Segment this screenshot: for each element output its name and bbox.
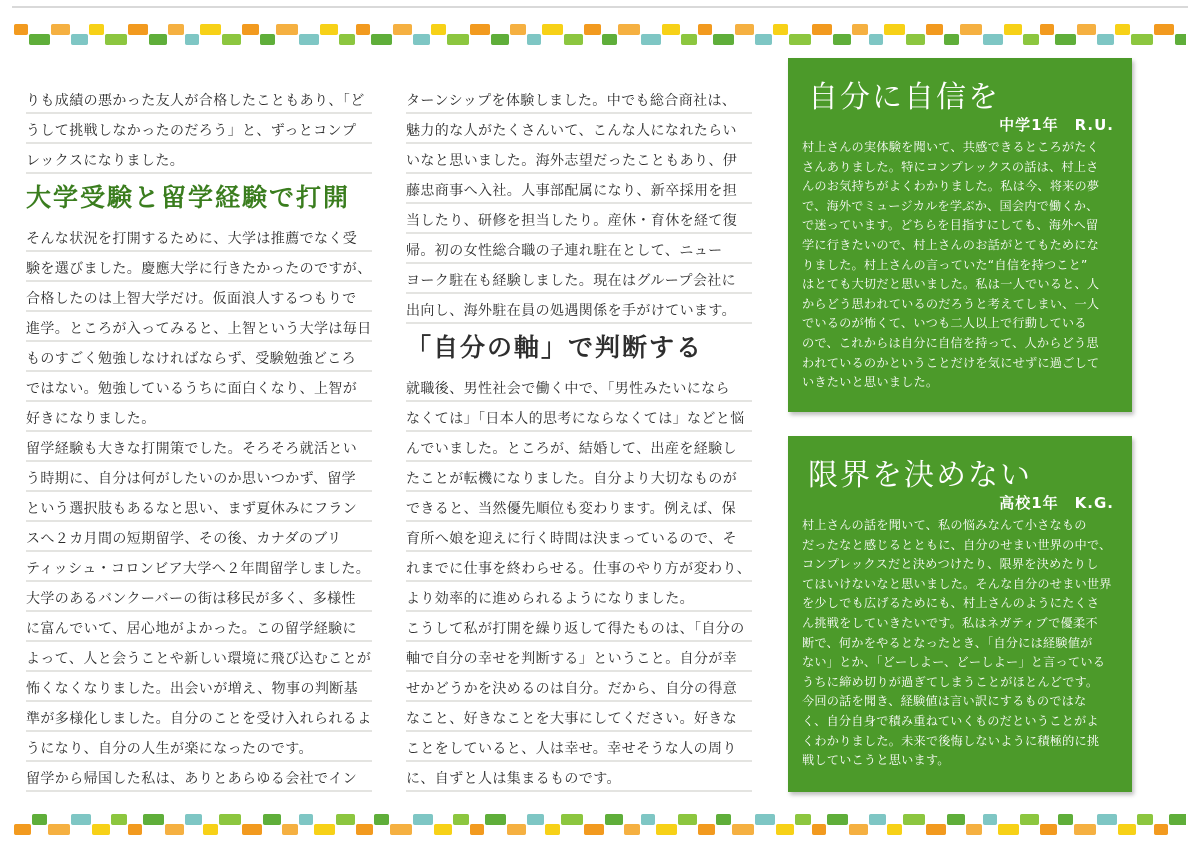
comment-line: ない」とか、「どーしよー、どーしよー」と言っている bbox=[802, 655, 1106, 670]
border-tile bbox=[447, 34, 469, 45]
border-tile bbox=[356, 824, 373, 835]
decorative-border-top bbox=[14, 22, 1186, 48]
border-tile bbox=[1115, 24, 1130, 35]
border-tile bbox=[849, 824, 868, 835]
border-tile bbox=[542, 24, 563, 35]
text-line: れまでに仕事を終わらせる。仕事のやり方が変わり、 bbox=[406, 556, 752, 582]
text-line: よって、人と会うことや新しい環境に飛び込むことが bbox=[26, 646, 372, 672]
border-tile bbox=[1131, 34, 1153, 45]
border-tile bbox=[776, 824, 794, 835]
student-comment-box-1 bbox=[788, 58, 1132, 412]
border-tile bbox=[678, 814, 697, 825]
text-line: 験を選びました。慶應大学に行きたかったのですが、 bbox=[26, 256, 372, 282]
border-tile bbox=[960, 24, 982, 35]
text-line: ターンシップを体験しました。中でも総合商社は、 bbox=[406, 88, 752, 114]
text-line: 留学経験も大きな打開策でした。そろそろ就活とい bbox=[26, 436, 372, 462]
comment-line: 断で、何かをやるとなったとき、「自分には経験値が bbox=[802, 635, 1093, 650]
text-line: 好きになりました。 bbox=[26, 406, 372, 432]
border-tile bbox=[1055, 34, 1076, 45]
comment-line: コンプレックスだと決めつけたり、限界を決めたりし bbox=[802, 557, 1099, 572]
border-tile bbox=[1137, 814, 1153, 825]
border-tile bbox=[869, 34, 883, 45]
border-tile bbox=[884, 24, 905, 35]
text-line: いなと思いました。海外志望だったこともあり、伊 bbox=[406, 148, 752, 174]
text-line: う時期に、自分は何がしたいのか思いつかず、留学 bbox=[26, 466, 372, 492]
border-tile bbox=[374, 814, 389, 825]
border-tile bbox=[203, 824, 218, 835]
border-tile bbox=[29, 34, 50, 45]
text-line: 準が多様化しました。自分のことを受け入れられるよ bbox=[26, 706, 372, 732]
student-comment-box-2 bbox=[788, 436, 1132, 792]
border-tile bbox=[165, 824, 184, 835]
border-tile bbox=[185, 34, 199, 45]
text-line: 怖くなくなりました。出会いが増え、物事の判断基 bbox=[26, 676, 372, 702]
border-tile bbox=[732, 824, 754, 835]
comment-line: ので、これからは自分に自信を持って、人からどう思 bbox=[802, 335, 1099, 350]
section-heading-breakthrough: 大学受験と留学経験で打開 bbox=[26, 183, 351, 212]
border-tile bbox=[789, 34, 811, 45]
text-line: うして挑戦しなかったのだろう」と、ずっとコンプ bbox=[26, 118, 372, 144]
border-tile bbox=[869, 814, 886, 825]
border-tile bbox=[431, 24, 446, 35]
border-tile bbox=[149, 34, 167, 45]
text-line: りも成績の悪かった友人が合格したこともあり、「ど bbox=[26, 88, 372, 114]
border-tile bbox=[51, 24, 70, 35]
comment-line: うちに締め切りが過ぎてしまうことがほとんどです。 bbox=[802, 674, 1099, 689]
border-tile bbox=[1154, 824, 1168, 835]
border-tile bbox=[32, 814, 47, 825]
text-line: 大学のあるバンクーバーの街は移民が多く、多様性 bbox=[26, 586, 372, 612]
comment-line: で迷っています。どちらを目指すにしても、海外へ留 bbox=[802, 218, 1099, 233]
border-tile bbox=[926, 824, 946, 835]
text-line: なこと、好きなことを大事にしてください。好きな bbox=[406, 706, 752, 732]
text-line: 進学。ところが入ってみると、上智という大学は毎日 bbox=[26, 316, 372, 342]
comment-line: 戦していこうと思います。 bbox=[802, 753, 950, 768]
border-tile bbox=[998, 824, 1019, 835]
comment-line: くわかりました。未来で後悔しないように積極的に挑 bbox=[802, 733, 1100, 748]
comment-line: 今回の話を聞き、経験値は言い訳にするものではな bbox=[802, 694, 1087, 709]
border-tile bbox=[470, 824, 484, 835]
border-tile bbox=[1040, 824, 1057, 835]
comment-author: 中学1年 R.U. bbox=[999, 116, 1114, 134]
comment-title: 自分に自信を bbox=[808, 80, 1000, 115]
border-tile bbox=[755, 34, 772, 45]
text-line: 帰。初の女性総合職の子連れ駐在として、ニュー bbox=[406, 238, 752, 264]
comment-author: 高校1年 K.G. bbox=[999, 494, 1114, 512]
comment-line: く、自分自身で積み重ねていくものだということがよ bbox=[802, 713, 1099, 728]
border-tile bbox=[983, 814, 997, 825]
comment-line: りました。村上さんの言っていた“自信を持つこと” bbox=[802, 257, 1088, 272]
text-line: ティッシュ・コロンビア大学へ２年間留学しました。 bbox=[26, 556, 372, 582]
border-tile bbox=[681, 34, 697, 45]
border-tile bbox=[716, 814, 731, 825]
border-tile bbox=[584, 824, 604, 835]
border-tile bbox=[1077, 24, 1096, 35]
border-tile bbox=[1020, 814, 1039, 825]
border-tile bbox=[1074, 824, 1096, 835]
text-line: 留学から帰国した私は、ありとあらゆる会社でイン bbox=[26, 766, 372, 792]
border-tile bbox=[105, 34, 127, 45]
border-tile bbox=[413, 814, 433, 825]
border-tile bbox=[1169, 814, 1186, 825]
border-tile bbox=[48, 824, 70, 835]
border-tile bbox=[143, 814, 164, 825]
border-tile bbox=[1023, 34, 1039, 45]
article-column-2 bbox=[406, 88, 752, 796]
border-tile bbox=[371, 34, 392, 45]
border-tile bbox=[887, 824, 902, 835]
border-tile bbox=[510, 24, 526, 35]
border-tile bbox=[470, 24, 490, 35]
article-column-1 bbox=[26, 88, 372, 796]
border-tile bbox=[812, 24, 832, 35]
text-line: せかどうかを決めるのは自分。だから、自分の得意 bbox=[406, 676, 752, 702]
text-line: 育所へ娘を迎えに行く時間は決まっているので、そ bbox=[406, 526, 752, 552]
border-tile bbox=[527, 814, 544, 825]
border-tile bbox=[713, 34, 734, 45]
border-tile bbox=[185, 814, 202, 825]
border-tile bbox=[1118, 824, 1136, 835]
border-tile bbox=[545, 824, 560, 835]
border-tile bbox=[602, 34, 617, 45]
border-tile bbox=[618, 24, 640, 35]
text-line: うになり、自分の人生が楽になったのです。 bbox=[26, 736, 372, 762]
border-tile bbox=[491, 34, 509, 45]
comment-line: で、海外でミュージカルを学ぶか、国会内で働くか、 bbox=[802, 198, 1099, 213]
comment-line: だったなと感じるとともに、自分のせまい世界の中で、 bbox=[802, 537, 1112, 552]
border-tile bbox=[641, 814, 655, 825]
comment-line: 学に行きたいので、村上さんのお話がとてもためにな bbox=[802, 237, 1100, 252]
comment-line: いきたいと思いました。 bbox=[802, 375, 939, 390]
border-tile bbox=[812, 824, 826, 835]
text-line: レックスになりました。 bbox=[26, 148, 372, 174]
comment-line: われているのかということだけを気にせずに過ごして bbox=[802, 355, 1100, 370]
top-rule bbox=[12, 6, 1188, 8]
border-tile bbox=[260, 34, 275, 45]
border-tile bbox=[282, 824, 298, 835]
comment-line: んのお気持ちがよくわかりました。私は今、将来の夢 bbox=[802, 179, 1100, 194]
border-tile bbox=[1058, 814, 1073, 825]
border-tile bbox=[662, 24, 680, 35]
border-tile bbox=[584, 24, 601, 35]
border-tile bbox=[527, 34, 541, 45]
border-tile bbox=[755, 814, 775, 825]
comment-body bbox=[802, 138, 1124, 393]
comment-line: でいるのが怖くて、いつも二人以上で行動している bbox=[802, 316, 1087, 331]
border-tile bbox=[222, 34, 241, 45]
border-tile bbox=[1097, 814, 1117, 825]
border-tile bbox=[89, 24, 104, 35]
border-tile bbox=[111, 814, 127, 825]
border-tile bbox=[413, 34, 430, 45]
border-tile bbox=[339, 34, 355, 45]
border-tile bbox=[605, 814, 623, 825]
border-tile bbox=[320, 24, 338, 35]
border-tile bbox=[641, 34, 661, 45]
comment-line: からどう思われているのだろうと考えてしまい、一人 bbox=[802, 296, 1100, 311]
comment-line: てはいけないなと思いました。そんな自分のせまい世界 bbox=[802, 576, 1112, 591]
border-tile bbox=[852, 24, 868, 35]
border-tile bbox=[906, 34, 925, 45]
border-tile bbox=[1154, 24, 1174, 35]
border-tile bbox=[71, 814, 91, 825]
border-tile bbox=[242, 24, 259, 35]
border-tile bbox=[564, 34, 583, 45]
border-tile bbox=[242, 824, 262, 835]
border-tile bbox=[276, 24, 298, 35]
text-line: たことが転機になりました。自分より大切なものが bbox=[406, 466, 752, 492]
text-line: ヨーク駐在も経験しました。現在はグループ会社に bbox=[406, 268, 752, 294]
border-tile bbox=[624, 824, 640, 835]
text-line: できると、当然優先順位も変わります。例えば、保 bbox=[406, 496, 752, 522]
border-tile bbox=[735, 24, 754, 35]
border-tile bbox=[200, 24, 221, 35]
text-line: に、自ずと人は集まるものです。 bbox=[406, 766, 752, 792]
text-line: 就職後、男性社会で働く中で、「男性みたいになら bbox=[406, 376, 752, 402]
border-tile bbox=[1175, 34, 1186, 45]
border-tile bbox=[795, 814, 811, 825]
comment-line: を少しでも広げるためにも、村上さんのようにたくさ bbox=[802, 596, 1100, 611]
text-line: なくては」「日本人的思考にならなくては」などと悩 bbox=[406, 406, 752, 432]
text-line: そんな状況を打開するために、大学は推薦でなく受 bbox=[26, 226, 372, 252]
border-tile bbox=[966, 824, 982, 835]
text-line: ではない。勉強しているうちに面白くなり、上智が bbox=[26, 376, 372, 402]
border-tile bbox=[14, 24, 28, 35]
border-tile bbox=[1040, 24, 1054, 35]
border-tile bbox=[983, 34, 1003, 45]
text-line: こうして私が打開を繰り返して得たものは、「自分の bbox=[406, 616, 752, 642]
border-tile bbox=[434, 824, 452, 835]
text-line: 出向し、海外駐在員の処遇関係を手がけています。 bbox=[406, 298, 752, 324]
section-heading-own-axis: 「自分の軸」で判断する bbox=[406, 333, 704, 362]
border-tile bbox=[698, 24, 712, 35]
border-tile bbox=[128, 24, 148, 35]
border-tile bbox=[833, 34, 851, 45]
text-line: んでいました。ところが、結婚して、出産を経験し bbox=[406, 436, 752, 462]
border-tile bbox=[453, 814, 469, 825]
comment-line: はとても大切だと思いました。私は一人でいると、人 bbox=[802, 277, 1100, 292]
border-tile bbox=[14, 824, 31, 835]
border-tile bbox=[485, 814, 506, 825]
border-tile bbox=[773, 24, 788, 35]
comment-line: 村上さんの話を聞いて、私の悩みなんて小さなもの bbox=[802, 518, 1087, 532]
text-line: より効率的に進められるようになりました。 bbox=[406, 586, 752, 612]
text-line: 魅力的な人がたくさんいて、こんな人になれたらい bbox=[406, 118, 752, 144]
border-tile bbox=[698, 824, 715, 835]
border-tile bbox=[507, 824, 526, 835]
border-tile bbox=[263, 814, 281, 825]
border-tile bbox=[903, 814, 925, 825]
comment-line: 村上さんの実体験を聞いて、共感できるところがたく bbox=[802, 140, 1100, 154]
decorative-border-bottom bbox=[14, 812, 1186, 838]
border-tile bbox=[947, 814, 965, 825]
border-tile bbox=[299, 34, 319, 45]
border-tile bbox=[944, 34, 959, 45]
comment-title: 限界を決めない bbox=[808, 458, 1032, 493]
text-line: 藤忠商事へ入社。人事部配属になり、新卒採用を担 bbox=[406, 178, 752, 204]
text-line: に富んでいて、居心地がよかった。この留学経験に bbox=[26, 616, 372, 642]
text-line: ことをしていると、人は幸せ。幸せそうな人の周り bbox=[406, 736, 752, 762]
border-tile bbox=[336, 814, 355, 825]
border-tile bbox=[128, 824, 142, 835]
border-tile bbox=[561, 814, 583, 825]
text-line: という選択肢もあるなと思い、まず夏休みにフラン bbox=[26, 496, 372, 522]
comment-line: さんありました。特にコンプレックスの話は、村上さ bbox=[802, 159, 1099, 174]
text-line: 当したり、研修を担当したり。産休・育休を経て復 bbox=[406, 208, 752, 234]
border-tile bbox=[926, 24, 943, 35]
border-tile bbox=[356, 24, 370, 35]
text-line: ものすごく勉強しなければならず、受験勉強どころ bbox=[26, 346, 372, 372]
border-tile bbox=[219, 814, 241, 825]
border-tile bbox=[314, 824, 335, 835]
border-tile bbox=[393, 24, 412, 35]
comment-body bbox=[802, 516, 1124, 771]
border-tile bbox=[299, 814, 313, 825]
border-tile bbox=[71, 34, 88, 45]
text-line: 軸で自分の幸せを判断する」ということ。自分が幸 bbox=[406, 646, 752, 672]
border-tile bbox=[656, 824, 677, 835]
border-tile bbox=[827, 814, 848, 825]
border-tile bbox=[1097, 34, 1114, 45]
comment-line: ん挑戦をしていきたいです。私はネガティブで優柔不 bbox=[802, 615, 1098, 630]
border-tile bbox=[168, 24, 184, 35]
text-line: スへ２カ月間の短期留学、その後、カナダのブリ bbox=[26, 526, 372, 552]
border-tile bbox=[92, 824, 110, 835]
border-tile bbox=[1004, 24, 1022, 35]
border-tile bbox=[390, 824, 412, 835]
text-line: 合格したのは上智大学だけ。仮面浪人するつもりで bbox=[26, 286, 372, 312]
